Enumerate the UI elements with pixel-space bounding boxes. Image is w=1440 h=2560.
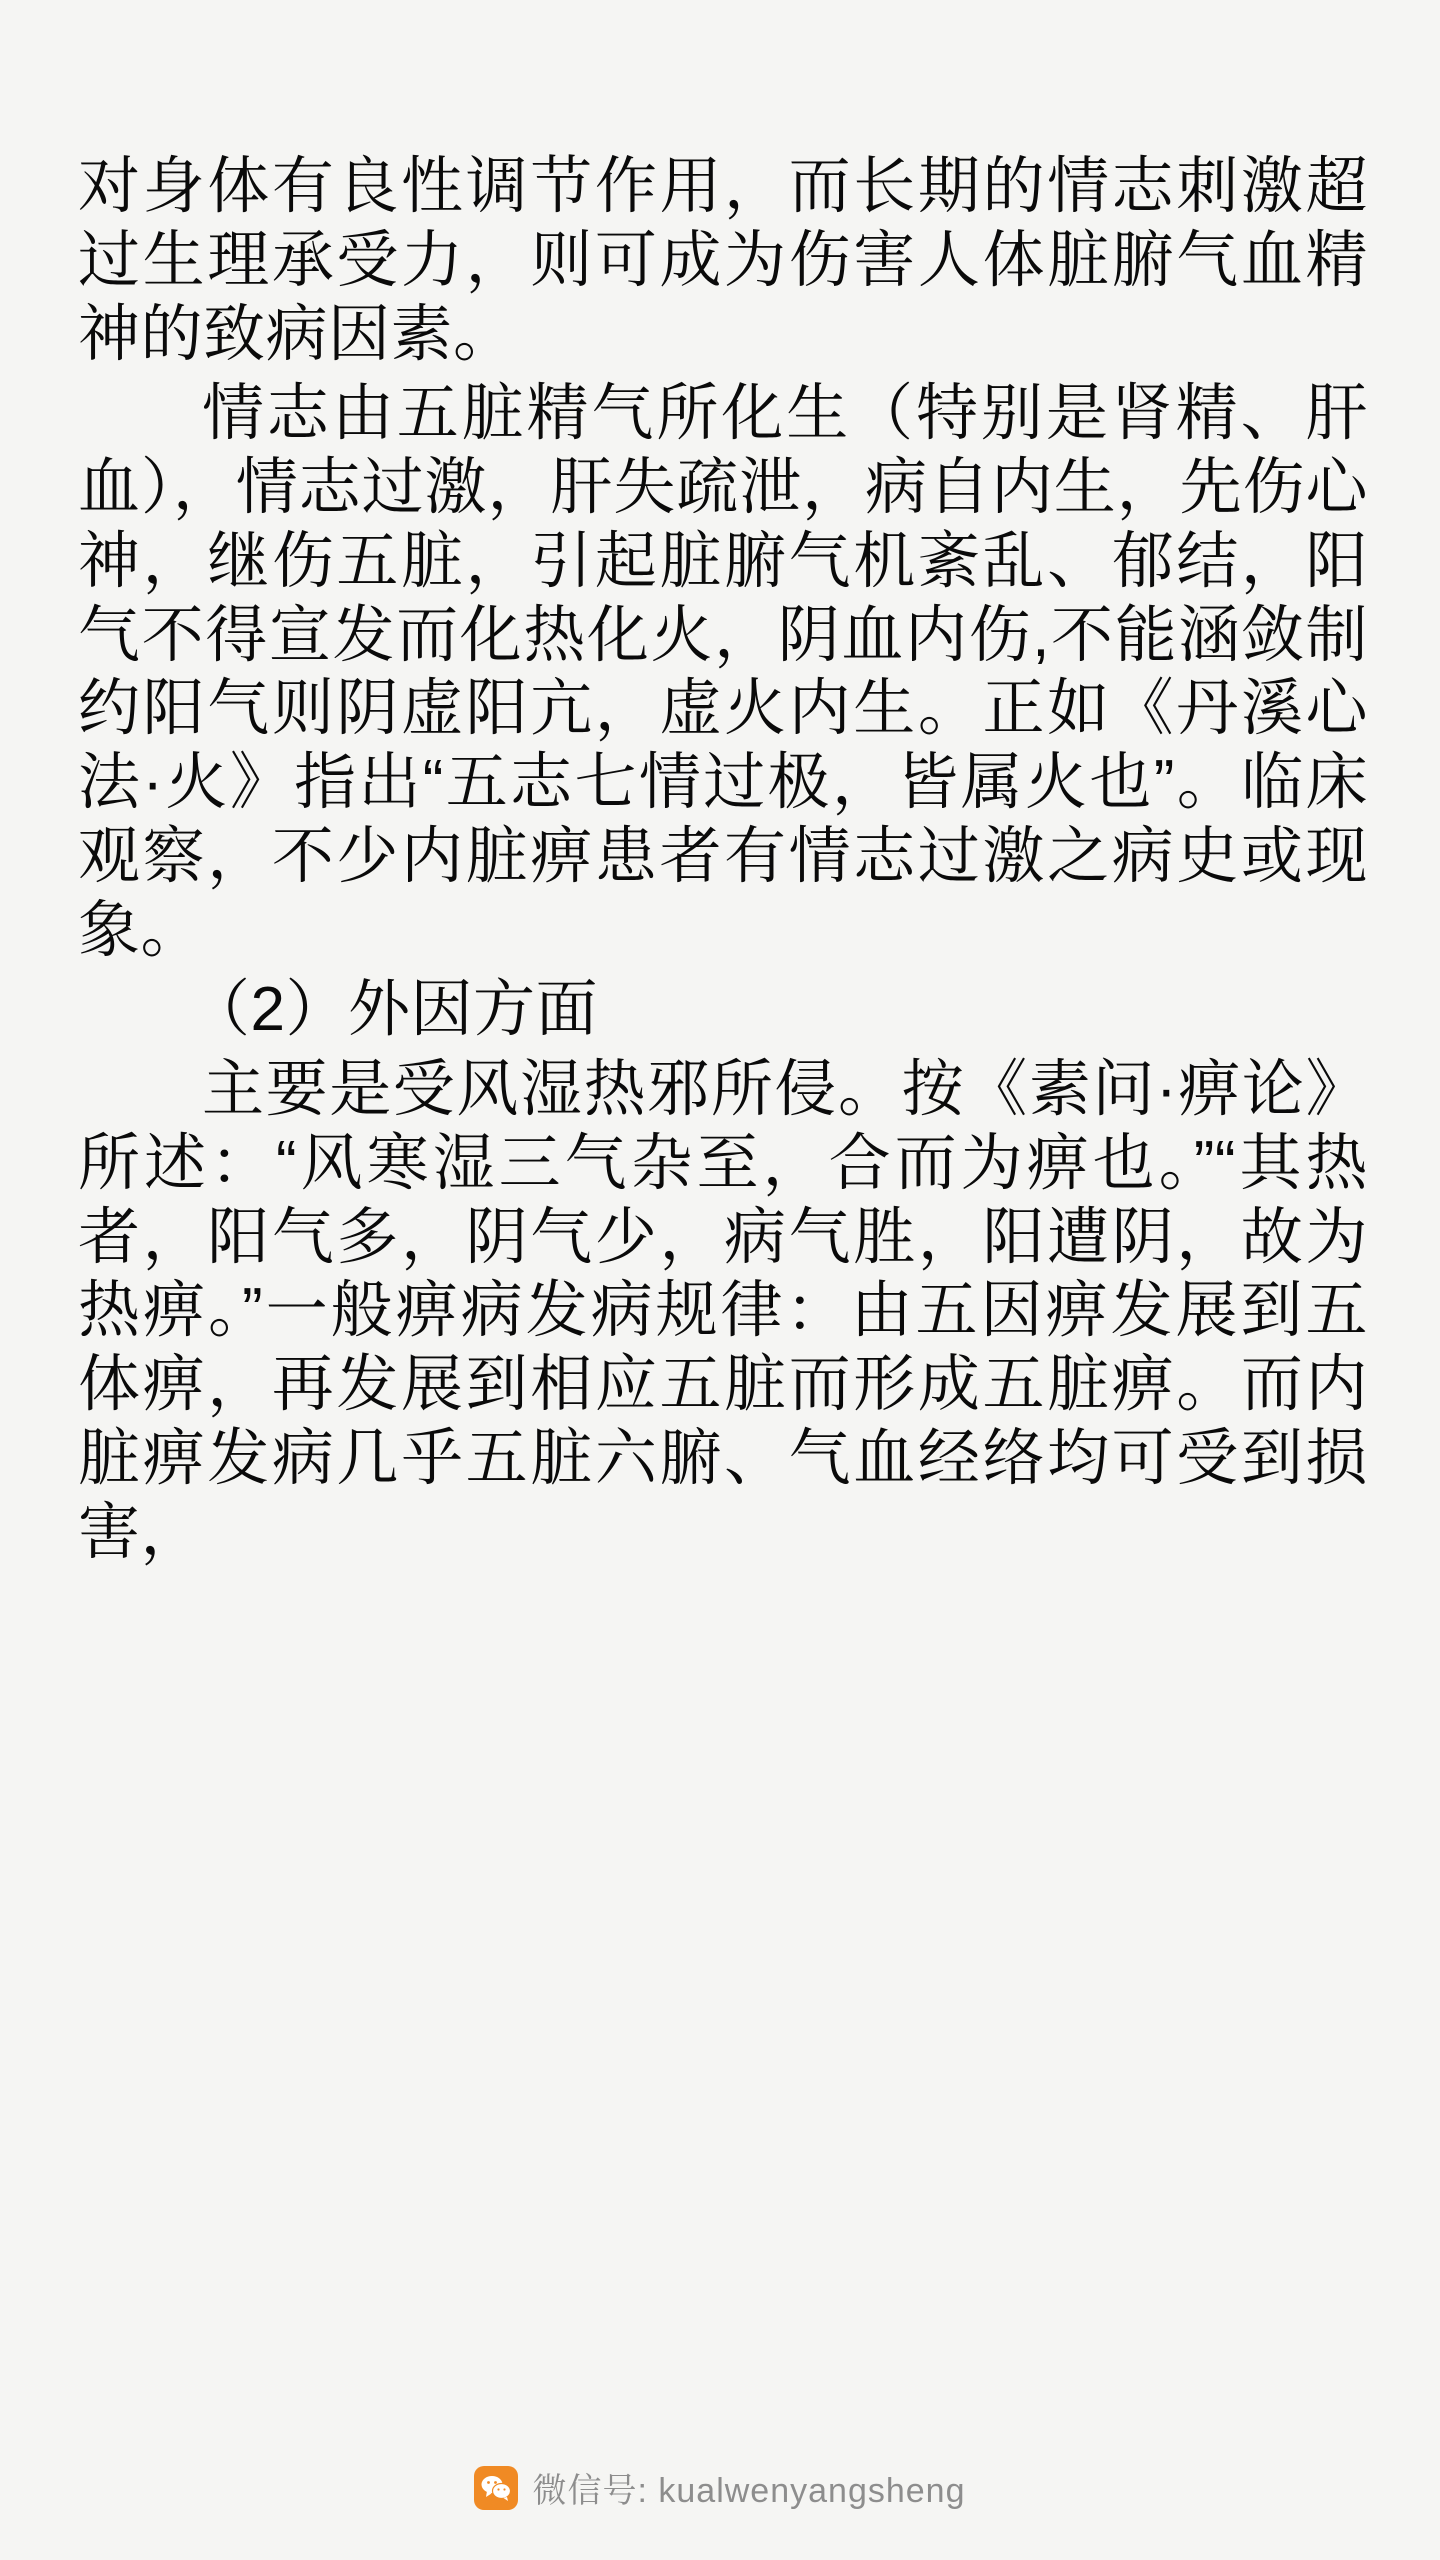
- footer-wechat-id: 微信号: kualwenyangsheng: [532, 2472, 966, 2510]
- article-body: [78, 150, 1368, 1576]
- footer-wechat-account: [0, 2463, 1440, 2512]
- section-heading-external-causes: （2）外因方面: [188, 975, 598, 1045]
- wechat-icon: [474, 2466, 518, 2510]
- paragraph-2: 情志由五脏精气所化生（特别是肾精、肝血），情志过激，肝失疏泄，病自内生，先伤心神，继伤五脏，引起脏腑气机紊乱、郁结，阳气不得宣发而化热化火，阴血内伤,不能涵敛制约阳气则阴虚阳亢，虚火内生。正如《丹溪心法·火》指出“五志七情过极，皆属火也”。临床观察，不少内脏痹患者有情志过激之病史或现象。: [78, 379, 1368, 965]
- paragraph-4: 主要是受风湿热邪所侵。按《素问·痹论》所述：“风寒湿三气杂至，合而为痹也。”“其热者，阳气多，阴气少，病气胜，阳遭阴，故为热痹。”一般痹病发病规律：由五因痹发展到五体痹，再发展到相应五脏而形成五脏痹。而内脏痹发病几乎五脏六腑、气血经络均可受到损害，: [78, 1055, 1368, 1567]
- paragraph-1: 对身体有良性调节作用，而长期的情志刺激超过生理承受力，则可成为伤害人体脏腑气血精神的致病因素。: [78, 152, 1368, 369]
